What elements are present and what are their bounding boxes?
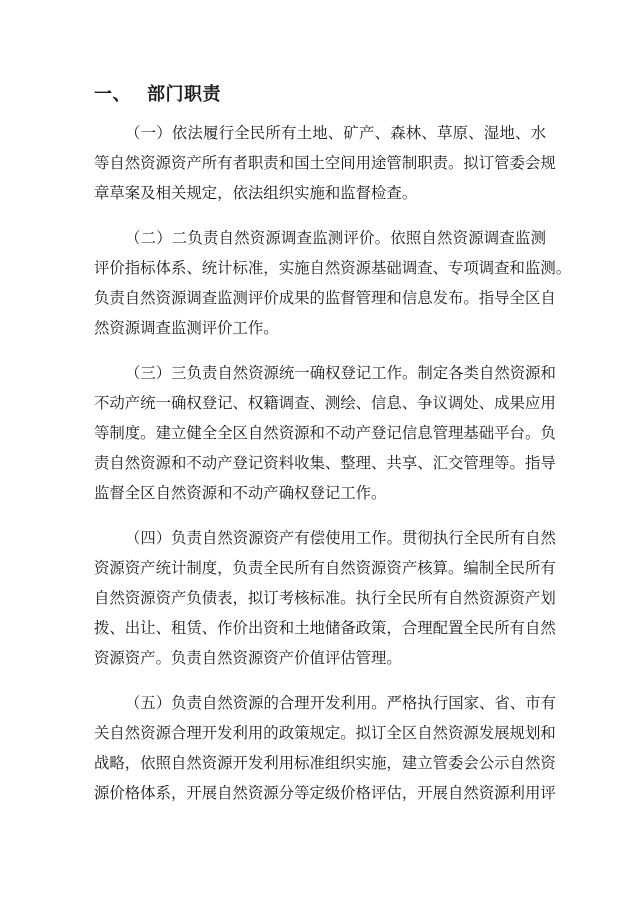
paragraph bbox=[94, 688, 556, 808]
paragraph-line: 关自然资源合理开发利用的政策规定。拟订全区自然资源发展规划和 bbox=[94, 724, 556, 742]
paragraph-line: （一）依法履行全民所有土地、矿产、森林、草原、湿地、水 bbox=[125, 124, 546, 142]
paragraph-line: 评价指标体系、统计标准，实施自然资源基础调查、专项调查和监测。 bbox=[94, 259, 572, 277]
body-text bbox=[94, 118, 572, 823]
paragraph-line: 负责自然资源调查监测评价成果的监督管理和信息发布。指导全区自 bbox=[94, 289, 556, 307]
paragraph-line: 责自然资源和不动产登记资料收集、整理、共享、汇交管理等。指导 bbox=[94, 454, 556, 472]
paragraph-line: （五）负责自然资源的合理开发利用。严格执行国家、省、市有 bbox=[125, 694, 556, 712]
section-title: 部门职责 bbox=[147, 84, 221, 105]
paragraph-line: 战略，依照自然资源开发利用标准组织实施，建立管委会公示自然资 bbox=[94, 754, 556, 772]
paragraph-line: 等制度。建立健全全区自然资源和不动产登记信息管理基础平台。负 bbox=[94, 424, 556, 442]
paragraph-line: （四）负责自然资源资产有偿使用工作。贯彻执行全民所有自然 bbox=[125, 529, 556, 547]
paragraph bbox=[94, 223, 572, 343]
section-number: 一、 bbox=[94, 84, 131, 105]
paragraph-line: 源价格体系，开展自然资源分等定级价格评估，开展自然资源利用评 bbox=[94, 784, 556, 802]
paragraph-line: 等自然资源资产所有者职责和国土空间用途管制职责。拟订管委会规 bbox=[94, 154, 556, 172]
paragraph-line: 监督全区自然资源和不动产确权登记工作。 bbox=[94, 484, 387, 502]
paragraph-line: 资源资产。负责自然资源资产价值评估管理。 bbox=[94, 649, 402, 667]
section-heading bbox=[94, 83, 221, 107]
paragraph-line: （二）二负责自然资源调查监测评价。依照自然资源调查监测 bbox=[125, 229, 546, 247]
paragraph-line: 不动产统一确权登记、权籍调查、测绘、信息、争议调处、成果应用 bbox=[94, 394, 556, 412]
paragraph-line: 章草案及相关规定，依法组织实施和监督检查。 bbox=[94, 184, 418, 202]
paragraph bbox=[94, 523, 556, 673]
paragraph bbox=[94, 118, 556, 208]
paragraph-line: 资源资产统计制度，负责全民所有自然资源资产核算。编制全民所有 bbox=[94, 559, 556, 577]
paragraph-line: 然资源调查监测评价工作。 bbox=[94, 319, 279, 337]
paragraph-line: （三）三负责自然资源统一确权登记工作。制定各类自然资源和 bbox=[125, 364, 556, 382]
paragraph-line: 自然资源资产负债表，拟订考核标准。执行全民所有自然资源资产划 bbox=[94, 589, 556, 607]
paragraph-line: 拨、出让、租赁、作价出资和土地储备政策，合理配置全民所有自然 bbox=[94, 619, 556, 637]
paragraph bbox=[94, 358, 556, 508]
